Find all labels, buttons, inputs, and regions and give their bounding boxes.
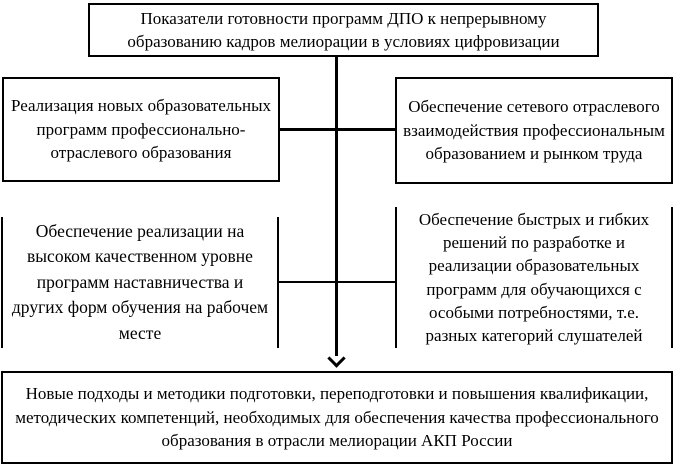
main-vertical-connector-line: [335, 56, 338, 356]
lower-horizontal-connector-line: [279, 281, 396, 283]
flow-node-indicators-text: Показатели готовности программ ДПО к непрерывному образованию кадров мелиорации в условиях цифровизации: [127, 8, 560, 51]
flow-node-result: [1, 371, 673, 464]
flow-node-indicators-title: [88, 3, 599, 57]
flow-node-mentoring-programs: [1, 217, 279, 348]
flow-node-result-text: Новые подходы и методики подготовки, переподготовки и повышения квалификации, методических компетенций, необходимых для обеспечения качества профессионального образования в отрасли мелиорации АКП России: [15, 384, 659, 451]
flow-node-fast-flexible-solutions: [395, 207, 673, 348]
flow-node-network-interaction-text: Обеспечение сетевого отраслевого взаимодействия профессиональным образованием и рынком труда: [403, 97, 665, 164]
flow-node-new-programs-text: Реализация новых образовательных программ профессионально-отраслевого образования: [10, 96, 272, 163]
flow-node-network-interaction: [395, 77, 673, 184]
flow-node-new-programs: [2, 77, 280, 182]
down-arrow-icon: [327, 349, 345, 367]
flow-node-mentoring-programs-text: Обеспечение реализации на высоком качественном уровне программ наставничества и других форм обучения на рабочем месте: [11, 221, 269, 343]
flow-node-fast-flexible-solutions-text: Обеспечение быстрых и гибких решений по разработке и реализации образовательных программ для обучающихся с особыми потребностями, т.е. разных категорий слушателей: [418, 210, 650, 345]
upper-horizontal-connector-line: [279, 128, 396, 131]
